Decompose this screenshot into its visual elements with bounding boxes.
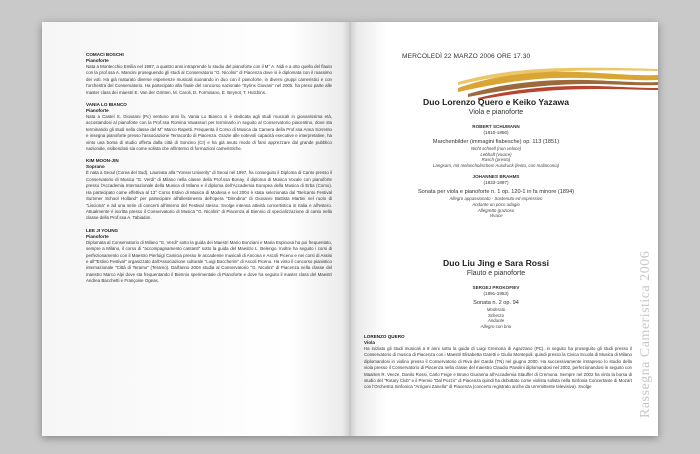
book-gutter	[342, 22, 358, 436]
ensemble-title: Duo Liu Jing e Sara Rossi	[442, 258, 549, 268]
movement: Scherzo	[487, 312, 505, 318]
movement: Allegro appassionato - Sostenuto ed espressivo	[449, 196, 543, 202]
bio-text: Nata a Montecchio Emilia nel 1987, a quattro anni intraprende lo studio del pianoforte con il M° A. Nidi e a otto quello del flauto con la prof.ssa A. Mancini proseguendo gli studi al Conservatorio "G. Nicolini" di Piacenza dove si è diplomata con il massimo dei voti. Ha già maturato diverse esperienze musicali suonando in duo con il pianoforte, in diversi gruppi cameristici e con l'orchestra del Conservatorio. Ha partecipato alla finale del concorso nazionale "Syrinx Giovani" nel 2005. ha preso parte alle master class dei maestri E. Van der Grinten, M. Caroli, D. Formisano, E. Beynot, T. Hutchins.	[86, 64, 332, 95]
bio-name: VANIA LO BIANCO	[86, 102, 127, 108]
bio-entry	[86, 158, 332, 221]
movement: Allegretto grazioso	[477, 207, 515, 213]
bio-role: Soprano	[86, 164, 105, 170]
movement: Allegro con brio	[480, 323, 512, 329]
composer-years: (1833-1897)	[483, 180, 509, 186]
movement: Vivace	[489, 213, 503, 219]
movement: Moderato	[486, 307, 506, 312]
ensemble-title: Duo Lorenzo Quero e Keiko Yazawa	[423, 97, 569, 107]
work-title: Marchenbilder (immagini fiabesche) op. 113 (1851)	[432, 139, 560, 145]
performer-bio	[364, 334, 632, 391]
bio-entry	[86, 102, 332, 152]
ensemble-instruments: Viola e pianoforte	[468, 109, 524, 116]
ensemble-instruments: Flauto e pianoforte	[466, 270, 526, 277]
bio-text: Nata a Castel S. Giovanni (Pc) ventuno anni fa, Vania Lo Bianco si è dedicata agli studi musicali in giovanissima età, accostandosi al pianoforte con la Prof.ssa Romina Vavassori per terminarlo in seguito al Conservatorio piacentino, dove sta terminando gli studi nella classe del M° Marco Rapetti. Frequenta il Corso di Musica da Camera della Prof.ssa Anna Sorrento e insegna pianoforte presso l'associazione Terracordo di Piacenza. Grazie alle notevoli capacità esecutive e interpretative, ha vinto una borsa di studio offerta dalla città di Soncino (Cr) e ha già avuto modo di farsi apprezzare dal grande pubblico nazionale, esibendosi sia come solista che all'interno di formazioni cameristiche.	[86, 114, 332, 152]
bio-text: Ha iniziato gli studi musicali a 8 anni sotto la guida di Luigi Cremona di Agazzano (PC), in seguito ha proseguito gli studi presso il Conservatorio di musica di Piacenza con i Maestri Elisabetta Garetti e Giulio Montepoli, quindi presso la Civica Scuola di Musica di Milano diplomandosi in violino presso il Conservatorio di Riva del Garda (TN) nel giugno 2000. Ha successivamente intrapreso lo studio della viola presso il Conservatorio di Piacenza nella classe del maestro Claudio Pavolini diplomandosi nel 2002, perfezionandosi in seguito con Maarten R. Veeze, Danilo Rossi, Carlo Feige e Bruno Giuranna all'Accademia Stauffer di Cremona. Sempre nel 2002 ha vinto la borsa di studio del "Rotary Club" e il Premio "Dal Pozzo" di Piacenza quindi ha debuttato come violista solista nella Sinfonia Concertante di Mozart con l'Orchestra Sinfonica "Arrigoni Zanella" di Piacenza (concerto registrato anche da un'emittente televisiva). Svolge	[364, 346, 632, 390]
bios-list	[86, 52, 332, 291]
concert-2	[360, 258, 632, 329]
bio-name: COMACI BOSCHI	[86, 52, 124, 57]
bio-name: LORENZO QUERO	[364, 334, 405, 339]
composer-years: (1810-1856)	[483, 130, 509, 135]
composer-name: SERGEJ PROKOFIEV	[472, 285, 520, 290]
bio-role: Pianoforte	[86, 58, 109, 63]
right-page	[350, 22, 658, 436]
bio-role: Viola	[364, 340, 375, 345]
composer-name: ROBERT SCHUMANN	[472, 124, 520, 129]
bio-entry	[86, 52, 332, 96]
movement: Andante	[487, 318, 505, 324]
movement: Lebhaft (vivace)	[480, 151, 512, 157]
series-title-vertical: Rassegna Cameristica 2006	[638, 250, 653, 418]
left-page	[42, 22, 350, 436]
composer-years: (1891-1953)	[483, 291, 509, 296]
bio-role: Pianoforte	[86, 108, 109, 114]
bio-name: LEE JI YOUNG	[86, 227, 119, 233]
composer-name: JOHANNES BRAHMS	[472, 174, 520, 180]
concert-date: MERCOLEDÌ 22 MARZO 2006 ORE 17.30	[402, 53, 531, 60]
work-title: Sonata per viola e pianoforte n. 1 op. 120-1 in fa minore (1894)	[417, 189, 575, 196]
bio-name: KIM MOON-JIN	[86, 158, 119, 164]
bio-entry	[86, 228, 332, 285]
movement: Rasch (presto)	[481, 157, 511, 163]
movement: Langsam, mit melancholischem Ausdruck (lento, con malinconia)	[432, 162, 560, 168]
work-title: Sonata n. 2 op. 94	[473, 300, 519, 306]
movement: Andante un poco adagio	[472, 201, 520, 207]
bio-role: Pianoforte	[86, 233, 109, 239]
booklet-spread	[42, 22, 658, 436]
bio-text: Diplomata al Conservatorio di Milano "G. Verdi" sotto la guida dei Maestri Mario Bonziani e Maria Espinosa ha poi frequentato, sempre a Milano, il corso di "accompagnamento cantanti" sotto la guida del Maestro L. Belengo. Inoltre ha seguito i corsi di perfezionamento con il Maestro Pierluigi Camicia presso le accademie musicali di Ancona e Ascoli Piceno e nei corsi di Assisi e all'"Estivo Festival" organizzato dall'Associazione culturale "Luigi Boccherini" di Ascoli Piceno. Ha vinto il concorso pianistico internazionale "Città di Teramo" (Teramo). Dall'anno 2004 studia al Conservatorio "G. Nicolini" di Piacenza nella classe del maestro Marco Alpi dove sta frequentando il Biennio sperimentale di Pianoforte e dove ha seguito il master class del Maestri Andrea Bacchetti e Françoise Ogeas.	[86, 239, 332, 284]
bio-text: È nata a Seoul (Corea del Sud). Laureata alla "Yonsei Univerity" di Seoul nel 1997, ha conseguito il Diploma di Canto presso il Conservatorio di Musica "G. Verdi" di Milano nella classe della Prof.ssa Bonay, il diploma di Musica Vocale con pianoforte presso l'Accademia Internazionale della Musica di Milano e il diploma dell'Accademia Europea della Musica di Erba (Como). Ha partecipato come effettiva al 13° Corso Estivo di Musica di Modena e nel 2004 è stata selezionata dal "Belcanto Festival Summer School Holland" per partecipare all'allestimento dell'opera "Dinndina" di Giovanni Battista Martini nel ruolo di "Lisciona" e ad una serie di concerti all'interno del Festival stesso. Svolge intensa attività concertistica in Italia e all'estero. Attualmente è iscritta presso il Conservatorio di Musica "G. Nicolini" di Piacenza al Biennio di specializzazione di canto nella classe della Prof.ssa A. Tabiadon.	[86, 170, 332, 221]
concert-1	[360, 97, 632, 219]
movement: Nicht schnell (non veloce)	[470, 146, 522, 151]
